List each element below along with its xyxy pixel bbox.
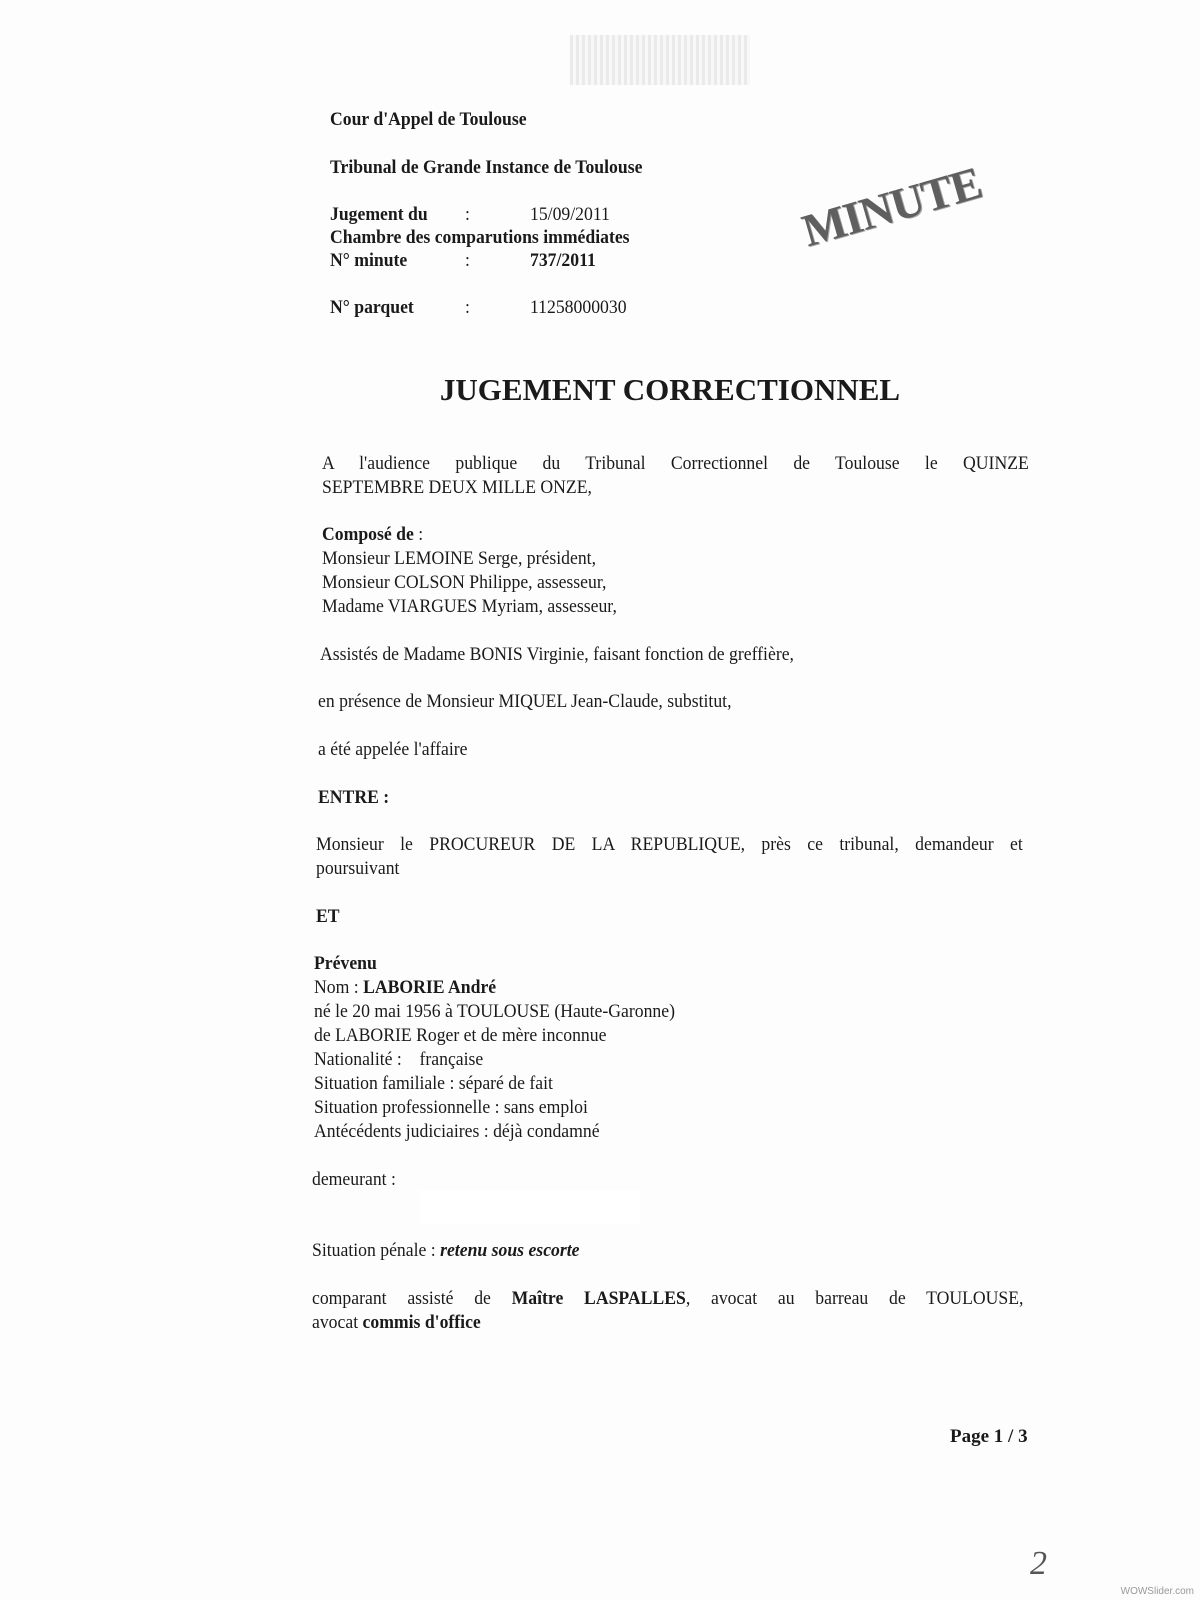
situation-professionnelle: Situation professionnelle : sans emploi (314, 1097, 588, 1118)
minute-stamp: MINUTE (796, 156, 987, 257)
antecedents: Antécédents judiciaires : déjà condamné (314, 1121, 600, 1142)
avocat-line (312, 1311, 481, 1335)
greffiere: Assistés de Madame BONIS Virginie, faisant fonction de greffière, (320, 644, 794, 665)
penale-value: retenu sous escorte (440, 1240, 580, 1261)
entre: ENTRE : (318, 787, 390, 808)
court-name: Cour d'Appel de Toulouse (330, 109, 527, 130)
nationalite: Nationalité : française (314, 1049, 484, 1070)
jugement-sep: : (465, 204, 470, 225)
minute-sep: : (465, 250, 470, 271)
minute-value: 737/2011 (530, 250, 596, 271)
jugement-date: 15/09/2011 (530, 204, 610, 225)
avocat-name: Maître LASPALLES (511, 1288, 686, 1309)
jugement-label: Jugement du (330, 204, 428, 225)
intro-line-1: A l'audience publique du Tribunal Correctionnel de Toulouse le QUINZE (322, 453, 1029, 474)
situation-familiale: Situation familiale : séparé de fait (314, 1073, 553, 1094)
prevenu-heading: Prévenu (314, 953, 377, 974)
watermark: WOWSlider.com (1120, 1586, 1194, 1597)
nom-value: LABORIE André (363, 977, 497, 998)
affaire: a été appelée l'affaire (318, 739, 468, 760)
procureur-line-2: poursuivant (316, 858, 400, 879)
comparant-barreau: , avocat au barreau de TOULOUSE, (685, 1288, 1024, 1309)
avocat-text: avocat (312, 1312, 363, 1333)
member-assesseur-2: Madame VIARGUES Myriam, assesseur, (322, 596, 617, 617)
tribunal-name: Tribunal de Grande Instance de Toulouse (330, 157, 643, 178)
chambre: Chambre des comparutions immédiates (330, 227, 630, 248)
compose-heading (322, 523, 423, 547)
parquet-sep: : (465, 297, 470, 318)
penale-label: Situation pénale : (312, 1240, 441, 1261)
intro-line-2: SEPTEMBRE DEUX MILLE ONZE, (322, 477, 592, 498)
et: ET (316, 906, 340, 927)
parquet-value: 11258000030 (530, 297, 627, 318)
filiation: de LABORIE Roger et de mère inconnue (314, 1025, 607, 1046)
comparant-line (312, 1287, 1023, 1311)
member-assesseur-1: Monsieur COLSON Philippe, assesseur, (322, 572, 607, 593)
document-title: JUGEMENT CORRECTIONNEL (439, 372, 901, 407)
redacted-address (420, 1190, 640, 1224)
member-president: Monsieur LEMOINE Serge, président, (322, 548, 597, 569)
naissance: né le 20 mai 1956 à TOULOUSE (Haute-Garonne) (314, 1001, 675, 1022)
parquet-label: N° parquet (330, 297, 414, 318)
comparant-text: comparant assisté de (312, 1288, 512, 1309)
nom-label: Nom : (314, 977, 364, 998)
presence: en présence de Monsieur MIQUEL Jean-Claude, substitut, (318, 691, 732, 712)
minute-label: N° minute (330, 250, 408, 271)
commis-office: commis d'office (362, 1312, 481, 1333)
page-number: Page 1 / 3 (950, 1426, 1028, 1447)
procureur-line-1: Monsieur le PROCUREUR DE LA REPUBLIQUE, près ce tribunal, demandeur et (316, 834, 1023, 855)
demeurant: demeurant : (312, 1169, 396, 1190)
faded-stamp (570, 35, 750, 85)
nom-line (314, 976, 496, 1000)
situation-penale (312, 1239, 580, 1263)
handwritten-page-mark: 2 (1030, 1545, 1047, 1582)
compose-colon: : (413, 524, 424, 545)
compose-label: Composé de (322, 524, 414, 545)
